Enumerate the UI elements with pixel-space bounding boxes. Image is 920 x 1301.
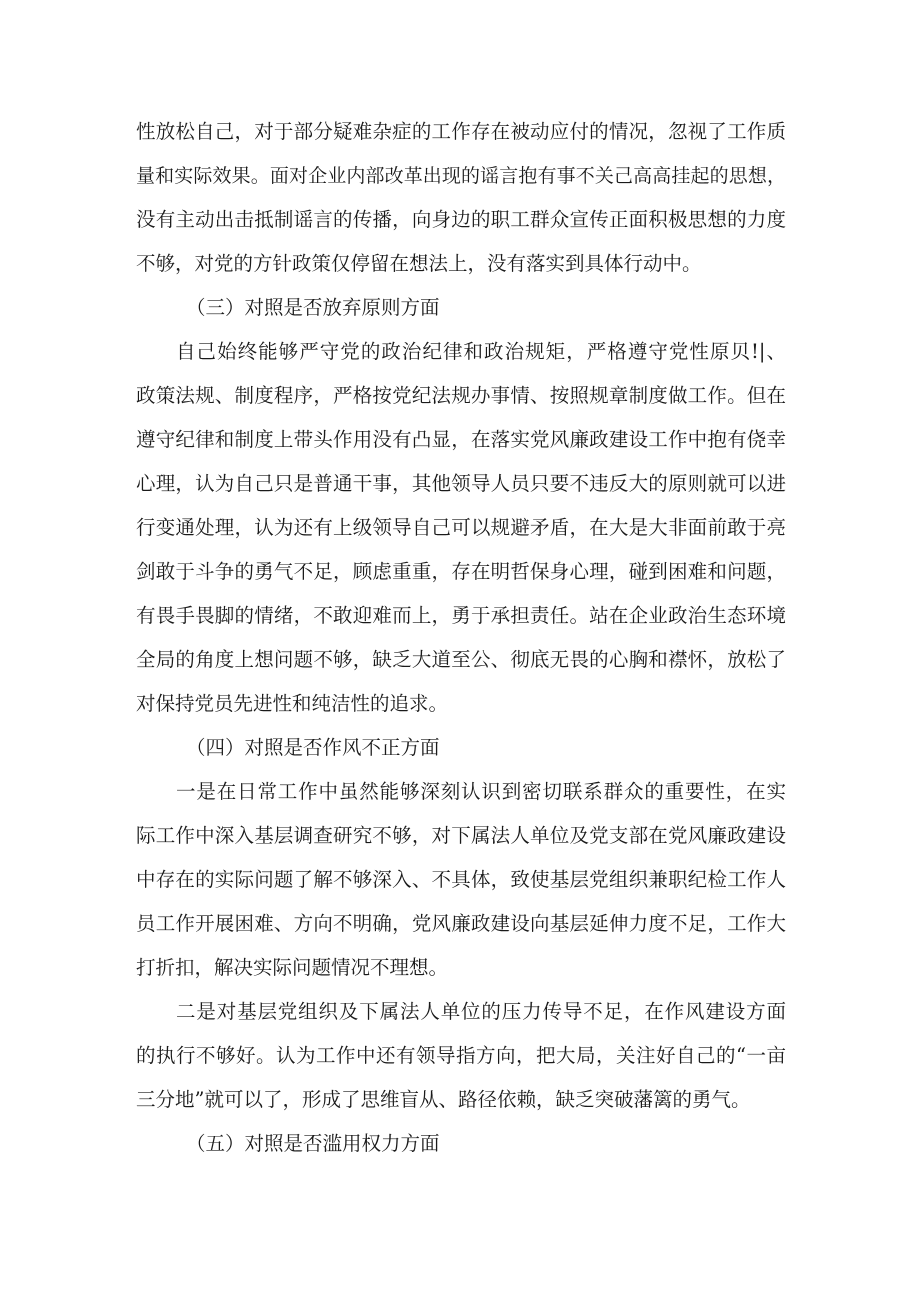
paragraph-3-line-5: 打折扣，解决实际问题情况不理想。 bbox=[136, 956, 449, 979]
paragraph-2-line-2: 政策法规、制度程序，严格按党纪法规办事情、按照规章制度做工作。但在 bbox=[136, 384, 786, 407]
paragraph-3-line-2: 际工作中深入基层调查研究不够，对下属法人单位及党支部在党风廉政建设 bbox=[136, 824, 786, 847]
paragraph-3-line-1: 一是在日常工作中虽然能够深刻认识到密切联系群众的重要性，在实 bbox=[176, 780, 786, 803]
paragraph-2-line-1: 自己始终能够严守党的政治纪律和政治规矩，严格遵守党性原贝!|、 bbox=[176, 340, 786, 363]
section-heading-3: （三）对照是否放弃原则方面 bbox=[186, 296, 440, 319]
paragraph-2-line-8: 全局的角度上想问题不够，缺乏大道至公、彻底无畏的心胸和襟怀，放松了 bbox=[136, 648, 786, 671]
paragraph-2-line-6: 剑敢于斗争的勇气不足，顾虑重重，存在明哲保身心理，碰到困难和问题， bbox=[136, 560, 786, 583]
paragraph-2-line-9: 对保持党员先进性和纯洁性的追求。 bbox=[136, 692, 449, 715]
section-heading-5: （五）对照是否滥用权力方面 bbox=[186, 1132, 440, 1155]
paragraph-1-line-4: 不够，对党的方针政策仅停留在想法上，没有落实到具体行动中。 bbox=[136, 252, 702, 275]
paragraph-2-line-3: 遵守纪律和制度上带头作用没有凸显，在落实党风廉政建设工作中抱有侥幸 bbox=[136, 428, 786, 451]
paragraph-2-line-7: 有畏手畏脚的情绪，不敢迎难而上，勇于承担责任。站在企业政治生态环境 bbox=[136, 604, 786, 627]
paragraph-2-line-5: 行变通处理，认为还有上级领导自己可以规避矛盾，在大是大非面前敢于亮 bbox=[136, 516, 786, 539]
paragraph-4-line-3: 三分地”就可以了，形成了思维盲从、路径依赖，缺乏突破藩篱的勇气。 bbox=[136, 1088, 751, 1111]
paragraph-4-line-2: 的执行不够好。认为工作中还有领导指方向，把大局，关注好自己的“一亩 bbox=[136, 1044, 786, 1067]
section-heading-4: （四）对照是否作风不正方面 bbox=[186, 736, 440, 759]
paragraph-1-line-3: 没有主动出击抵制谣言的传播，向身边的职工群众宣传正面积极思想的力度 bbox=[136, 208, 786, 231]
paragraph-3-line-3: 中存在的实际问题了解不够深入、不具体，致使基层党组织兼职纪检工作人 bbox=[136, 868, 786, 891]
paragraph-3-line-4: 员工作开展困难、方向不明确，党风廉政建设向基层延伸力度不足，工作大 bbox=[136, 912, 786, 935]
paragraph-4-line-1: 二是对基层党组织及下属法人单位的压力传导不足，在作风建设方面 bbox=[176, 1000, 786, 1023]
paragraph-1-line-1: 性放松自己，对于部分疑难杂症的工作存在被动应付的情况，忽视了工作质 bbox=[136, 120, 786, 143]
paragraph-1-line-2: 量和实际效果。面对企业内部改革出现的谣言抱有事不关己高高挂起的思想， bbox=[136, 165, 786, 187]
paragraph-2-line-4: 心理，认为自己只是普通干事，其他领导人员只要不违反大的原则就可以进 bbox=[136, 472, 786, 495]
